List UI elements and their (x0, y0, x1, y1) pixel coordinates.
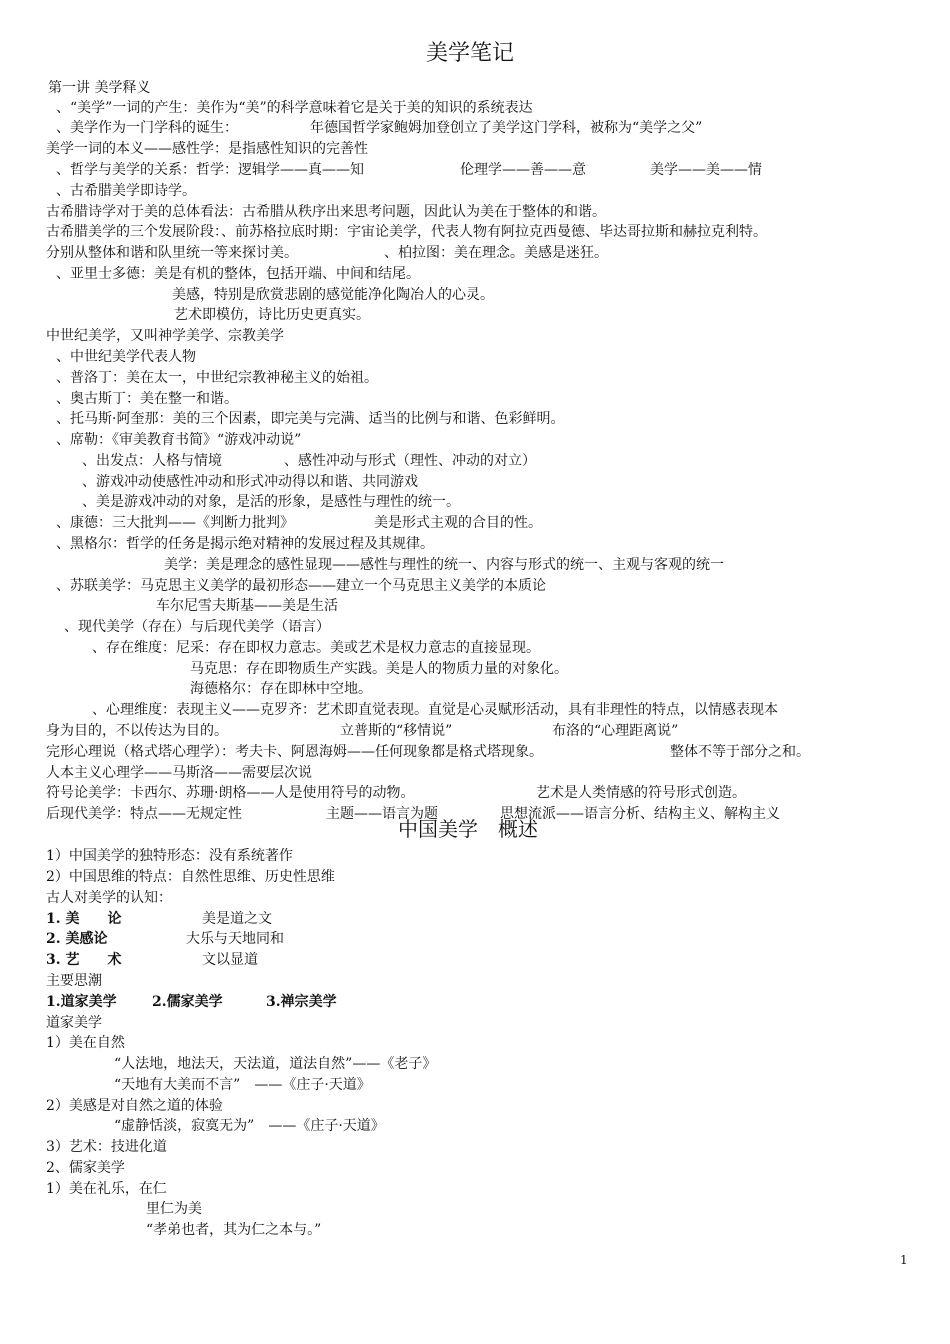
text-line: 3）艺术：技进化道 (46, 1139, 167, 1155)
text-line: 身为目的，不以传达为目的。 (46, 723, 228, 739)
text-line: 美学一词的本义——感性学：是指感性知识的完善性 (46, 141, 368, 157)
text-line: 主要思潮 (46, 973, 102, 989)
text-line: 美是形式主观的合目的性。 (374, 515, 542, 531)
text-line: 1）美在自然 (46, 1035, 125, 1051)
text-line: 2）美感是对自然之道的体验 (46, 1098, 223, 1114)
text-line: 整体不等于部分之和。 (670, 744, 810, 760)
text-line: 、心理维度：表现主义——克罗齐：艺术即直觉表现。直觉是心灵赋形活动，具有非理性的特点，以情感表现本 (92, 702, 778, 718)
text-line: “天地有大美而不言” ——《庄子·天道》 (114, 1077, 371, 1093)
text-line: 第一讲 美学释义 (48, 80, 151, 96)
text-line: 2、儒家美学 (46, 1160, 125, 1176)
text-line: 、哲学与美学的关系：哲学：逻辑学——真——知 (56, 162, 364, 178)
text-line: 、古希腊美学即诗学。 (56, 183, 196, 199)
text-line: 、亚里士多德：美是有机的整体，包括开端、中间和结尾。 (56, 266, 420, 282)
text-line: 车尔尼雪夫斯基——美是生活 (156, 598, 338, 614)
text-line: 、黑格尔：哲学的任务是揭示绝对精神的发展过程及其规律。 (56, 536, 434, 552)
text-line: 、“美学”一词的产生：美作为“美”的科学意味着它是关于美的知识的系统表达 (56, 100, 533, 116)
text-line: 、游戏冲动使感性冲动和形式冲动得以和谐、共同游戏 (82, 474, 418, 490)
text-line: 3. 艺 术 (46, 952, 122, 968)
text-line: “孝弟也者，其为仁之本与。” (146, 1222, 322, 1238)
text-line: 美是道之文 (202, 911, 272, 927)
text-line: 里仁为美 (146, 1201, 202, 1217)
text-line: 完形心理说（格式塔心理学）：考夫卡、阿恩海姆——任何现象都是格式塔现象。 (46, 744, 543, 760)
text-line: 1）中国美学的独特形态：没有系统著作 (46, 848, 293, 864)
text-line: 、席勒：《审美教育书简》“游戏冲动说” (56, 432, 302, 448)
text-line: 、美学作为一门学科的诞生： (56, 120, 238, 136)
text-line: 布洛的“心理距离说” (552, 723, 679, 739)
text-line: 、现代美学（存在）与后现代美学（语言） (64, 619, 330, 635)
text-line: 马克思：存在即物质生产实践。美是人的物质力量的对象化。 (190, 661, 568, 677)
text-line: 年德国哲学家鲍姆加登创立了美学这门学科，被称为“美学之父” (310, 120, 703, 136)
text-line: 美学：美是理念的感性显现——感性与理性的统一、内容与形式的统一、主观与客观的统一 (164, 557, 724, 573)
text-line: 1. 美 论 (46, 911, 122, 927)
text-line: 古希腊美学的三个发展阶段：、前苏格拉底时期：宇宙论美学，代表人物有阿拉克西曼德、毕达哥拉斯和赫拉克利特。 (46, 224, 767, 240)
text-line: 大乐与天地同和 (186, 931, 284, 947)
text-line: 、康德：三大批判——《判断力批判》 (56, 515, 294, 531)
text-line: “虚静恬淡，寂寞无为” ——《庄子·天道》 (114, 1118, 385, 1134)
text-line: 、柏拉图：美在理念。美感是迷狂。 (384, 245, 608, 261)
text-line: 1）美在礼乐，在仁 (46, 1181, 167, 1197)
text-line: 主题——语言为题 (326, 806, 438, 822)
text-line: 、普洛丁：美在太一，中世纪宗教神秘主义的始祖。 (56, 370, 378, 386)
text-line: 2.儒家美学 (152, 994, 223, 1010)
text-line: 2）中国思维的特点：自然性思维、历史性思维 (46, 869, 335, 885)
text-line: 文以显道 (202, 952, 258, 968)
text-line: 分别从整体和谐和队里统一等来探讨美。 (46, 245, 298, 261)
text-line: 伦理学——善——意 (460, 162, 586, 178)
text-line: 道家美学 (46, 1015, 102, 1031)
text-line: 人本主义心理学——马斯洛——需要层次说 (46, 765, 312, 781)
text-line: 1.道家美学 (46, 994, 117, 1010)
text-line: 、出发点：人格与情境 (82, 453, 222, 469)
text-line: 立普斯的“移情说” (340, 723, 453, 739)
text-line: 艺术即模仿，诗比历史更真实。 (174, 307, 370, 323)
text-line: 符号论美学：卡西尔、苏珊·朗格——人是使用符号的动物。 (46, 785, 415, 801)
page-number: 1 (900, 1253, 908, 1267)
text-line: 、苏联美学：马克思主义美学的最初形态——建立一个马克思主义美学的本质论 (56, 578, 546, 594)
text-line: “人法地，地法天，天法道，道法自然”——《老子》 (114, 1056, 437, 1072)
text-line: 海德格尔：存在即林中空地。 (190, 681, 372, 697)
text-line: 、感性冲动与形式（理性、冲动的对立） (284, 453, 536, 469)
text-line: 、中世纪美学代表人物 (56, 349, 196, 365)
text-line: 美感，特别是欣赏悲剧的感觉能净化陶冶人的心灵。 (172, 287, 494, 303)
text-line: 、奥古斯丁：美在整一和谐。 (56, 391, 238, 407)
text-line: 后现代美学：特点——无规定性 (46, 806, 242, 822)
text-line: 美学——美——情 (650, 162, 762, 178)
page-title: 美学笔记 (426, 41, 515, 66)
text-line: 艺术是人类情感的符号形式创造。 (536, 785, 746, 801)
text-line: 3.禅宗美学 (266, 994, 337, 1010)
text-line: 古人对美学的认知： (46, 890, 172, 906)
text-line: 、托马斯·阿奎那：美的三个因素，即完美与完满、适当的比例与和谐、色彩鲜明。 (56, 411, 565, 427)
text-line: 、存在维度：尼采：存在即权力意志。美或艺术是权力意志的直接显现。 (92, 640, 540, 656)
text-line: 古希腊诗学对于美的总体看法：古希腊从秩序出来思考问题，因此认为美在于整体的和谐。 (46, 204, 606, 220)
text-line: 中世纪美学，又叫神学美学、宗教美学 (46, 328, 284, 344)
text-line: 2. 美感论 (46, 931, 108, 947)
text-line: 、美是游戏冲动的对象，是活的形象，是感性与理性的统一。 (82, 494, 460, 510)
text-line: 思想流派——语言分析、结构主义、解构主义 (500, 806, 780, 822)
section-title: 中国美学 概述 (398, 817, 538, 841)
